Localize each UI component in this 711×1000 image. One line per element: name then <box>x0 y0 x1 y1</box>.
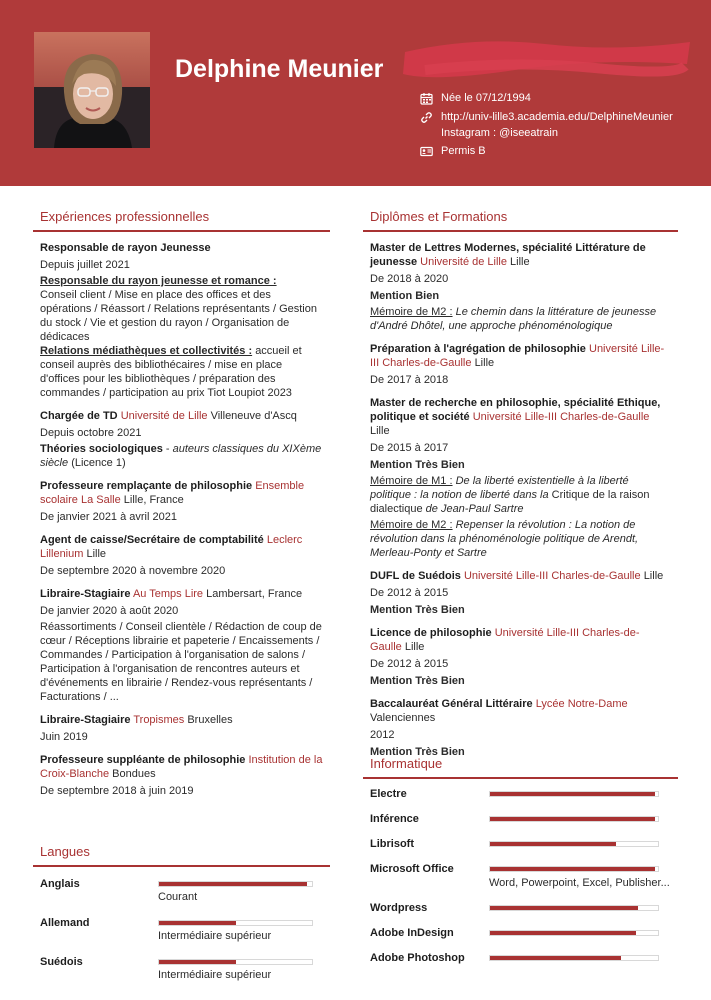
language-level-bar <box>158 959 313 965</box>
detail-text: accueil et conseil auprès des bibliothécaires / mise en place d'offices pour les bibliothèques / préparation des commandes / participation au prix Tiot Loupiot 2023 <box>40 345 302 399</box>
education-place: Lille <box>510 256 530 268</box>
skill-row <box>363 788 678 813</box>
birthdate-text: Née le 07/12/1994 <box>441 92 531 104</box>
education-section <box>363 203 678 768</box>
skill-level-fill <box>490 842 616 846</box>
education-place: Lille <box>643 570 664 582</box>
skill-level-fill <box>490 931 636 935</box>
education-memoir <box>370 518 671 560</box>
experience-item <box>33 479 330 524</box>
profile-photo <box>34 32 150 148</box>
education-memoir <box>370 474 671 516</box>
experience-role: Responsable de rayon Jeunesse <box>40 242 211 254</box>
experience-item <box>33 587 330 704</box>
course-level: (Licence 1) <box>71 457 126 469</box>
memoir-label: Mémoire de M2 : <box>370 306 453 318</box>
education-place: Lille <box>370 425 390 437</box>
contact-block <box>420 90 706 162</box>
skill-level-bar <box>489 841 659 847</box>
experience-description: Réassortiments / Conseil clientèle / Rédaction de coup de cœur / Réceptions librairie et papeterie / Encaissements / Commandes / Participation à l'organisation de salons / Participation à l'organisation de rencontres auteurs et d'événements en librairie / Rendez-vous représentants / Facturations / ... <box>40 621 322 703</box>
contact-license <box>420 143 706 159</box>
language-row <box>33 915 330 954</box>
computing-title: Informatique <box>363 750 678 779</box>
experience-detail <box>40 274 323 400</box>
skill-level-fill <box>490 956 621 960</box>
detail-lead: Relations médiathèques et collectivités : <box>40 345 253 357</box>
experience-item <box>33 713 330 744</box>
education-date: De 2012 à 2015 <box>370 658 449 670</box>
experience-role: Libraire-Stagiaire <box>40 588 131 600</box>
education-degree: Baccalauréat Général Littéraire <box>370 698 533 710</box>
experience-role: Professeure remplaçante de philosophie <box>40 480 253 492</box>
education-date: De 2015 à 2017 <box>370 442 449 454</box>
education-mention: Mention Très Bien <box>370 459 465 471</box>
contact-links <box>420 109 706 141</box>
education-item <box>363 241 678 333</box>
experience-place: Lambersart, France <box>206 588 303 600</box>
memoir-title-end: de Jean-Paul Sartre <box>425 503 524 515</box>
memoir-book-title: Critique de la raison dialectique <box>370 489 650 515</box>
academia-link[interactable]: http://univ-lille3.academia.edu/DelphineMeunier <box>441 111 673 123</box>
course-name: Théories sociologiques <box>40 443 163 455</box>
course-topic: auteurs classiques du XIXème siècle <box>40 443 322 469</box>
experience-date: Depuis octobre 2021 <box>40 427 142 439</box>
experience-org: Université de Lille <box>120 410 208 422</box>
memoir-label: Mémoire de M2 : <box>370 519 453 531</box>
education-place: Valenciennes <box>370 712 436 724</box>
languages-section <box>33 838 330 993</box>
experience-role: Agent de caisse/Secrétaire de comptabilité <box>40 534 264 546</box>
experience-org: Institution de la Croix-Blanche <box>40 754 323 780</box>
redaction-scribble <box>395 30 695 90</box>
languages-title: Langues <box>33 838 330 867</box>
experience-org: Au Temps Lire <box>132 588 204 600</box>
contact-birthdate <box>420 90 706 106</box>
experience-date: De septembre 2020 à novembre 2020 <box>40 565 226 577</box>
skill-row <box>363 902 678 927</box>
education-org: Lycée Notre-Dame <box>535 698 628 710</box>
language-name: Allemand <box>40 917 90 929</box>
skill-name: Adobe InDesign <box>370 927 454 939</box>
skill-row <box>363 952 678 977</box>
education-item <box>363 569 678 617</box>
language-level-bar <box>158 881 313 887</box>
education-item <box>363 342 678 387</box>
language-row <box>33 876 330 915</box>
skill-row <box>363 927 678 952</box>
experience-date: De janvier 2021 à avril 2021 <box>40 511 177 523</box>
instagram-handle[interactable]: Instagram : @iseeatrain <box>441 127 558 139</box>
education-item <box>363 626 678 688</box>
education-degree: Préparation à l'agrégation de philosophie <box>370 343 586 355</box>
detail-lead: Responsable du rayon jeunesse et romance : <box>40 275 277 287</box>
memoir-title: Le chemin dans la littérature de jeunesse d'André Dhôtel, une approche phénoménologique <box>370 306 657 332</box>
experience-org: Tropismes <box>133 714 185 726</box>
education-org: Université Lille-III Charles-de-Gaulle <box>463 570 641 582</box>
education-org: Université Lille-III Charles-de-Gaulle <box>472 411 650 423</box>
language-name: Suédois <box>40 956 83 968</box>
person-name: Delphine Meunier <box>175 55 384 83</box>
education-org: Université de Lille <box>420 256 507 268</box>
skill-level-bar <box>489 866 659 872</box>
language-level: Intermédiaire supérieur <box>158 930 272 942</box>
calendar-icon <box>420 92 433 105</box>
education-degree: Master de recherche en philosophie, spécialité Ethique, politique et société <box>370 397 661 423</box>
experience-place: Bruxelles <box>187 714 233 726</box>
skill-name: Adobe Photoshop <box>370 952 465 964</box>
education-place: Lille <box>404 641 425 653</box>
education-degree: DUFL de Suédois <box>370 570 461 582</box>
language-level: Courant <box>158 891 198 903</box>
education-date: De 2018 à 2020 <box>370 273 449 285</box>
education-place: Lille <box>474 357 495 369</box>
experience-date: De septembre 2018 à juin 2019 <box>40 785 194 797</box>
skill-name: Inférence <box>370 813 419 825</box>
skill-level-bar <box>489 955 659 961</box>
experience-role: Libraire-Stagiaire <box>40 714 131 726</box>
experience-place: Lille <box>86 548 107 560</box>
detail-text: Conseil client / Mise en place des offices et des opérations / Réassort / Relations représentants / Gestion du stock / Vie et gestion du rayon / Organisation de dédicaces <box>40 289 317 343</box>
education-mention: Mention Bien <box>370 290 440 302</box>
education-mention: Mention Très Bien <box>370 746 465 758</box>
experience-detail <box>40 442 323 470</box>
experience-date: Juin 2019 <box>40 731 88 743</box>
experience-section <box>33 203 330 807</box>
language-level: Intermédiaire supérieur <box>158 969 272 981</box>
experience-org: Leclerc Lillenium <box>40 534 303 560</box>
id-card-icon <box>420 145 433 158</box>
education-mention: Mention Très Bien <box>370 675 465 687</box>
language-level-bar <box>158 920 313 926</box>
computing-section <box>363 750 678 977</box>
education-memoir <box>370 305 671 333</box>
skill-name: Microsoft Office <box>370 863 454 875</box>
cv-header <box>0 0 711 186</box>
education-degree: Master de Lettres Modernes, spécialité Littérature de jeunesse <box>370 242 646 268</box>
skill-level-fill <box>490 867 655 871</box>
experience-item <box>33 753 330 798</box>
skill-name: Wordpress <box>370 902 428 914</box>
education-mention: Mention Très Bien <box>370 604 465 616</box>
skill-note: Word, Powerpoint, Excel, Publisher... <box>489 877 670 889</box>
experience-place: Lille, France <box>123 494 184 506</box>
skill-level-bar <box>489 905 659 911</box>
skill-name: Electre <box>370 788 407 800</box>
skill-level-bar <box>489 816 659 822</box>
license-text: Permis B <box>441 145 486 157</box>
language-level-fill <box>159 960 236 964</box>
education-item <box>363 396 678 560</box>
language-level-fill <box>159 882 307 886</box>
experience-place: Villeneuve d'Ascq <box>210 410 297 422</box>
experience-title: Expériences professionnelles <box>33 203 330 232</box>
skill-name: Librisoft <box>370 838 414 850</box>
language-level-fill <box>159 921 236 925</box>
experience-item <box>33 241 330 400</box>
memoir-label: Mémoire de M1 : <box>370 475 453 487</box>
experience-item <box>33 409 330 470</box>
experience-role: Professeure suppléante de philosophie <box>40 754 246 766</box>
language-name: Anglais <box>40 878 80 890</box>
skill-row <box>363 863 678 902</box>
memoir-title: Repenser la révolution : La notion de révolution dans la phénoménologie politique de Arendt, Merleau-Ponty et Sartre <box>370 519 639 559</box>
education-org: Université Lille-III Charles-de-Gaulle <box>370 343 665 369</box>
education-title: Diplômes et Formations <box>363 203 678 232</box>
course-sep: - <box>162 443 173 455</box>
language-row <box>33 954 330 993</box>
experience-place: Bondues <box>112 768 156 780</box>
education-date: De 2012 à 2015 <box>370 587 449 599</box>
education-degree: Licence de philosophie <box>370 627 492 639</box>
link-icon <box>420 111 433 124</box>
skill-level-fill <box>490 817 655 821</box>
skill-level-fill <box>490 906 638 910</box>
skill-level-fill <box>490 792 655 796</box>
memoir-title: De la liberté existentielle à la liberté politique : la notion de liberté dans la <box>370 475 629 501</box>
skill-level-bar <box>489 930 659 936</box>
experience-date: Depuis juillet 2021 <box>40 259 130 271</box>
experience-role: Chargée de TD <box>40 410 118 422</box>
skill-row <box>363 838 678 863</box>
education-date: De 2017 à 2018 <box>370 374 449 386</box>
education-org: Université Lille-III Charles-de-Gaulle <box>370 627 640 653</box>
experience-date: De janvier 2020 à août 2020 <box>40 605 179 617</box>
skill-row <box>363 813 678 838</box>
experience-item <box>33 533 330 578</box>
experience-org: Ensemble scolaire La Salle <box>40 480 305 506</box>
education-date: 2012 <box>370 729 395 741</box>
skill-level-bar <box>489 791 659 797</box>
